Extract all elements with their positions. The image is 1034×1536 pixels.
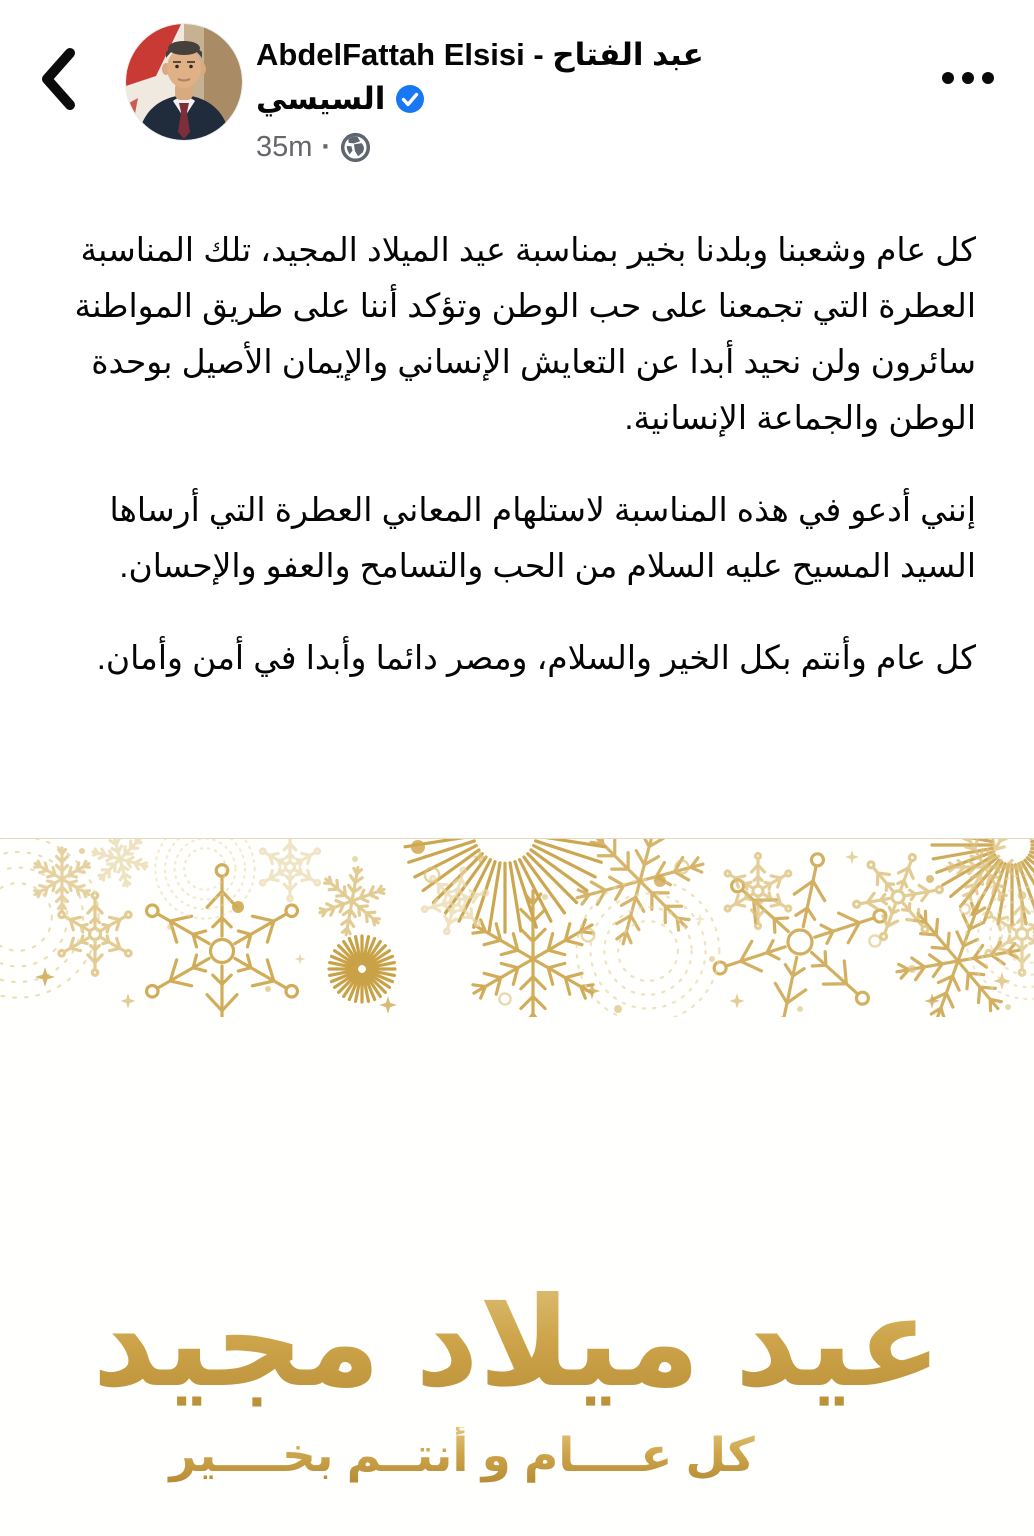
chevron-left-icon xyxy=(36,46,84,112)
post-paragraph: كل عام وأنتم بكل الخير والسلام، ومصر دائما وأبدا في أمن وأمان. xyxy=(96,639,976,676)
avatar[interactable] xyxy=(126,24,242,140)
timestamp: 35m xyxy=(256,131,313,163)
post-paragraph: إنني أدعو في هذه المناسبة لاستلهام المعاني العطرة التي أرساها السيد المسيح عليه السلام من الحب والتسامح والعفو والإحسان. xyxy=(109,491,976,584)
meta-separator: · xyxy=(321,131,332,163)
page-name-block[interactable] xyxy=(256,34,924,164)
greeting-artwork xyxy=(0,1266,1034,1483)
gold-snowflakes-decoration xyxy=(0,838,1034,1017)
profile-photo xyxy=(126,24,242,140)
post-meta xyxy=(256,130,924,164)
post-header xyxy=(0,0,1034,210)
more-options-button[interactable] xyxy=(924,56,994,100)
greeting-title: عيد ميلاد مجيد xyxy=(0,1266,1034,1421)
greeting-subtitle: كل عــــام و أنتــم بخــــير xyxy=(0,1427,979,1483)
post-paragraph: كل عام وشعبنا وبلدنا بخير بمناسبة عيد الميلاد المجيد، تلك المناسبة العطرة التي تجمعنا على حب الوطن وتؤكد أننا على طريق المواطنة سائرون ولن نحيد أبدا عن التعايش الإنساني والإيمان الأصيل بوحدة الوطن والجماعة الإنسانية. xyxy=(74,231,976,436)
verified-badge-icon xyxy=(395,84,425,114)
globe-privacy-icon xyxy=(340,132,371,163)
post-body xyxy=(0,222,1034,686)
ellipsis-icon xyxy=(942,72,954,84)
post-image-attachment[interactable] xyxy=(0,838,1034,1536)
page-name-line1: AbdelFattah Elsisi - عبد الفتاح xyxy=(256,37,704,72)
back-button[interactable] xyxy=(36,46,84,112)
page-name-line2: السيسي xyxy=(256,81,386,116)
